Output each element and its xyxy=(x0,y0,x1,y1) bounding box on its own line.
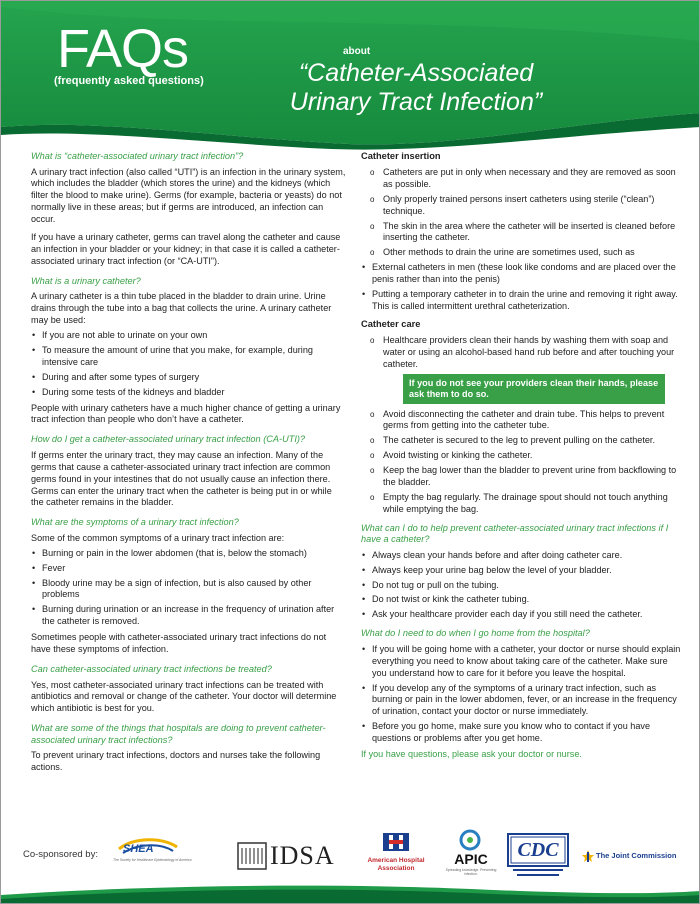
question-heading: Can catheter-associated urinary tract infections be treated? xyxy=(31,664,272,674)
shea-tagline: The Society for Healthcare Epidemiology of America xyxy=(113,858,192,862)
aha-logo xyxy=(356,831,436,879)
list-item: • During and after some types of surgery xyxy=(31,372,346,384)
section-title-care: Catheter care xyxy=(361,318,421,329)
joint-commission-logo xyxy=(581,849,691,869)
right-column xyxy=(361,151,681,767)
list-item: • Always clean your hands before and after doing catheter care. xyxy=(361,550,681,562)
title-line-1: “Catheter-Associated xyxy=(298,59,534,87)
list-item: o The catheter is secured to the leg to prevent pulling on the catheter. xyxy=(361,435,681,447)
cdc-logo xyxy=(507,833,569,879)
left-column xyxy=(31,151,346,780)
shea-logo xyxy=(113,835,223,873)
joint-commission-wordmark: The Joint Commission xyxy=(596,851,677,860)
bullet-list xyxy=(361,644,681,745)
shea-wordmark: SHEA xyxy=(123,843,154,855)
paragraph: Sometimes people with catheter-associated urinary tract infections do not have these symptoms of infection. xyxy=(31,632,327,655)
circle-list xyxy=(361,335,681,371)
question-heading: What is a urinary catheter? xyxy=(31,275,141,286)
list-item: • During some tests of the kidneys and bladder xyxy=(31,387,346,399)
circle-list xyxy=(361,409,681,516)
footer xyxy=(1,809,700,904)
paragraph: People with urinary catheters have a much higher chance of getting a urinary tract infection than people who don’t have a catheter. xyxy=(31,402,341,425)
idsa-logo xyxy=(237,839,337,873)
list-item: • Before you go home, make sure you know who to contact if you have questions or problems after you get home. xyxy=(361,721,681,745)
list-item: • Fever xyxy=(31,563,346,575)
list-item: o Healthcare providers clean their hands by washing them with soap and water or using an alcohol-based hand rub before and after touching your catheter. xyxy=(361,335,681,371)
closing-note: If you have questions, please ask your doctor or nurse. xyxy=(361,749,582,760)
list-item: • Burning or pain in the lower abdomen (that is, below the stomach) xyxy=(31,548,346,560)
title-line-2: Urinary Tract Infection” xyxy=(289,88,543,116)
list-item: o Only properly trained persons insert catheters using sterile (“clean”) technique. xyxy=(361,194,681,218)
about-label: about xyxy=(343,46,371,57)
apic-wordmark: APIC xyxy=(454,851,488,867)
bullet-list xyxy=(361,262,681,313)
list-item: o Other methods to drain the urine are sometimes used, such as xyxy=(361,247,681,259)
list-item: • Burning during urination or an increase in the frequency of urination after the catheter is removed. xyxy=(31,604,346,628)
cdc-wordmark: CDC xyxy=(517,839,559,861)
hand-hygiene-callout: If you do not see your providers clean their hands, please ask them to do so. xyxy=(403,374,665,404)
paragraph: To prevent urinary tract infections, doctors and nurses take the following actions. xyxy=(31,750,321,773)
question-heading: What do I need to do when I go home from the hospital? xyxy=(361,628,590,639)
list-item: • Do not twist or kink the catheter tubing. xyxy=(361,594,681,606)
question-heading: What is “catheter-associated urinary tract infection”? xyxy=(31,151,244,161)
apic-tagline: Spreading knowledge. Preventing infection. xyxy=(445,868,497,876)
paragraph: If germs enter the urinary tract, they may cause an infection. Many of the germs that cause a catheter-associated urinary tract infection are common germs found in your intestines that do not usually cause an infection there. Germs can enter the urinary tract when the catheter is being put in or while the catheter remains in the bladder. xyxy=(31,449,332,508)
paragraph: A urinary catheter is a thin tube placed in the bladder to drain urine. Urine drains through the tube into a bag that collects the urine. A urinary catheter may be used: xyxy=(31,291,332,326)
list-item: o Catheters are put in only when necessary and they are removed as soon as possible. xyxy=(361,167,681,191)
header-banner xyxy=(1,1,700,151)
faqs-subheading: (frequently asked questions) xyxy=(54,75,204,87)
idsa-wordmark: IDSA xyxy=(270,841,335,870)
list-item: o Keep the bag lower than the bladder to prevent urine from backflowing to the bladder. xyxy=(361,465,681,489)
list-item: • Always keep your urine bag below the level of your bladder. xyxy=(361,565,681,577)
list-item: • To measure the amount of urine that you make, for example, during intensive care xyxy=(31,345,346,369)
list-item: o Avoid disconnecting the catheter and drain tube. This helps to prevent germs from getting into the catheter tube. xyxy=(361,409,681,433)
paragraph: If you have a urinary catheter, germs can travel along the catheter and cause an infection in your bladder or your kidney; in that case it is called a catheter-associated urinary tract infection (or “CA-UTI”). xyxy=(31,232,341,266)
list-item: • External catheters in men (these look like condoms and are placed over the penis rather than into the penis) xyxy=(361,262,681,286)
question-heading: How do I get a catheter-associated urinary tract infection (CA-UTI)? xyxy=(31,434,306,445)
question-heading: What are the symptoms of a urinary tract infection? xyxy=(31,517,239,528)
page-title xyxy=(251,59,581,117)
section-title-insertion: Catheter insertion xyxy=(361,151,441,161)
bullet-list xyxy=(31,330,346,399)
list-item: • Bloody urine may be a sign of infection, but is also caused by other problems xyxy=(31,578,346,602)
paragraph: Yes, most catheter-associated urinary tract infections can be treated with antibiotics and removal or change of the catheter. Your doctor will determine which antibiotic is best for you. xyxy=(31,679,337,714)
question-heading: What can I do to help prevent catheter-associated urinary tract infections if I have a catheter? xyxy=(361,522,669,545)
list-item: • Do not tug or pull on the tubing. xyxy=(361,580,681,592)
bullet-list xyxy=(361,550,681,622)
list-item: • If you are not able to urinate on your own xyxy=(31,330,346,342)
circle-list xyxy=(361,167,681,259)
footer-band xyxy=(1,881,700,904)
list-item: o Empty the bag regularly. The drainage spout should not touch anything while emptying the bag. xyxy=(361,492,681,516)
aha-name-line-1: American Hospital xyxy=(367,857,425,864)
paragraph: A urinary tract infection (also called “UTI”) is an infection in the urinary system, which includes the bladder (which stores the urine) and the kidneys (which filter the blood to make urine). Germs (for example, bacteria or yeasts) do not normally live in these areas; but if germs are introduced, an infection can occur. xyxy=(31,166,346,225)
list-item: • Putting a temporary catheter in to drain the urine and removing it right away. This is called intermittent urethral catheterization. xyxy=(361,289,681,313)
paragraph: Some of the common symptoms of a urinary tract infection are: xyxy=(31,532,285,543)
faqs-heading: FAQs xyxy=(57,19,189,79)
list-item: • Ask your healthcare provider each day if you still need the catheter. xyxy=(361,609,681,621)
apic-logo xyxy=(441,829,501,881)
bullet-list xyxy=(31,548,346,628)
cosponsored-label: Co-sponsored by: xyxy=(23,849,98,860)
list-item: o The skin in the area where the catheter will be inserted is cleaned before inserting the catheter. xyxy=(361,221,681,245)
list-item: • If you develop any of the symptoms of a urinary tract infection, such as burning or pain in the lower abdomen, fever, or an increase in the frequency of urination, contact your doctor or nurse immediately. xyxy=(361,683,681,719)
question-heading: What are some of the things that hospitals are doing to prevent catheter-associated urinary tract infections? xyxy=(31,723,326,745)
list-item: o Avoid twisting or kinking the catheter. xyxy=(361,450,681,462)
list-item: • If you will be going home with a catheter, your doctor or nurse should explain everything you need to know about taking care of the catheter. Make sure you understand how to care for it before you leave the hospital. xyxy=(361,644,681,680)
aha-name-line-2: Association xyxy=(377,865,415,872)
